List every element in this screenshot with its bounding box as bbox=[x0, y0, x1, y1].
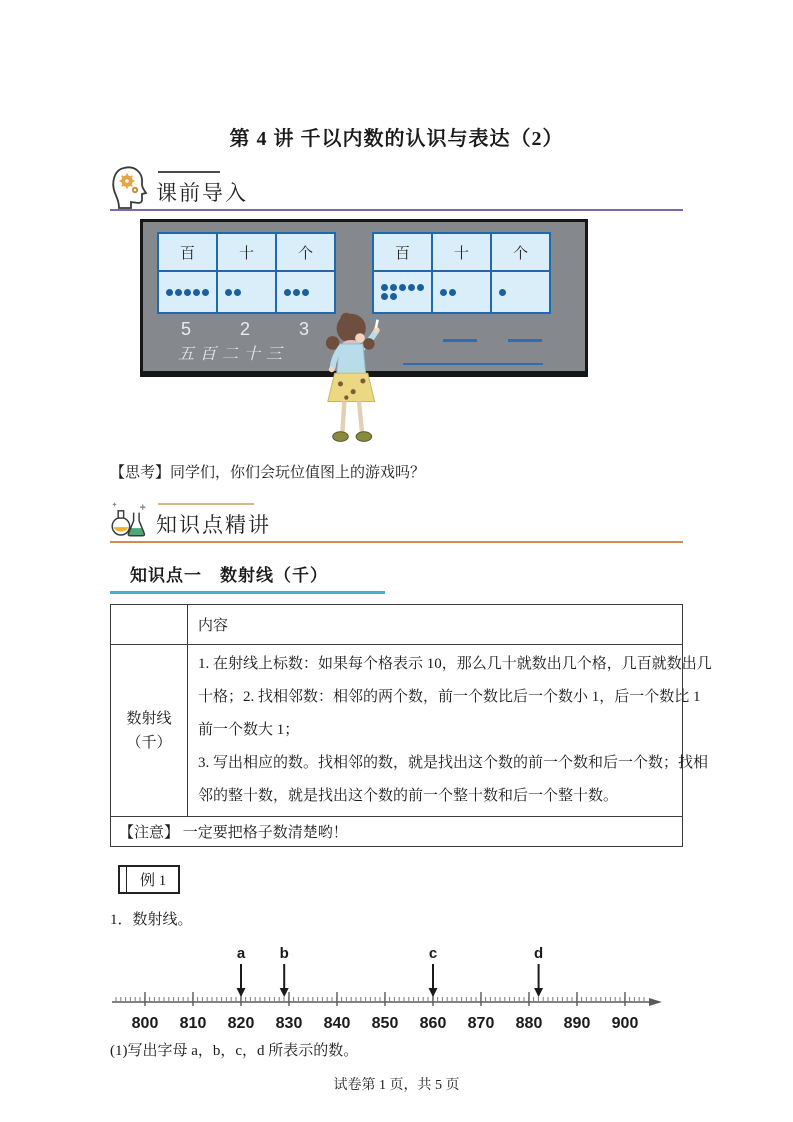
pv-dot-cell bbox=[491, 271, 550, 313]
pv-header-cell: 百 bbox=[158, 233, 217, 271]
example-badge-label: 例 1 bbox=[140, 873, 167, 889]
pv-header-cell: 个 bbox=[491, 233, 550, 271]
tick-label: 800 bbox=[131, 1015, 159, 1032]
place-dot bbox=[390, 284, 397, 291]
place-dot bbox=[449, 289, 456, 296]
place-dot bbox=[399, 284, 406, 291]
content-line: 邻的整十数，就是找出这个数的前一个整十数和后一个整十数。 bbox=[198, 788, 619, 804]
number-line-figure bbox=[110, 944, 683, 1039]
table-content-cell bbox=[188, 645, 712, 817]
section-intro-title-wrap bbox=[156, 169, 248, 207]
tick-label: 870 bbox=[467, 1015, 495, 1032]
place-dot bbox=[202, 289, 209, 296]
decorative-topline bbox=[158, 171, 220, 173]
pointer-arrowhead-icon bbox=[534, 988, 543, 997]
pv-header-cell: 个 bbox=[276, 233, 335, 271]
row-label-line: 数射线 bbox=[126, 710, 172, 727]
place-dot bbox=[184, 289, 191, 296]
chalk-caption: 五百二十三 bbox=[178, 346, 289, 363]
pv-header-cell: 百 bbox=[373, 233, 432, 271]
place-dot bbox=[440, 289, 447, 296]
pointer-arrowhead-icon bbox=[237, 988, 246, 997]
place-value-chart-left bbox=[157, 232, 336, 314]
section-intro-header bbox=[110, 165, 683, 207]
pv-header-cell: 十 bbox=[432, 233, 491, 271]
page-title: 第 4 讲 千以内数的认识与表达（2） bbox=[229, 128, 564, 150]
decorative-topline bbox=[158, 503, 254, 505]
girl-at-blackboard bbox=[320, 309, 398, 451]
place-dot bbox=[302, 289, 309, 296]
intro-divider-rule bbox=[110, 209, 683, 211]
pv-dot-cell bbox=[276, 271, 335, 313]
axis-arrowhead-icon bbox=[649, 998, 662, 1006]
content-line: 3. 写出相应的数。找相邻的数，就是找出这个数的前一个数和后一个数；找相 bbox=[198, 755, 709, 771]
content-line: 十格；2. 找相邻数：相邻的两个数，前一个数比后一个数小 1，后一个数比 1 bbox=[198, 689, 701, 705]
question-1: 1．数射线。 bbox=[110, 912, 193, 928]
pv-dot-cell bbox=[158, 271, 217, 313]
think-question: 【思考】同学们，你们会玩位值图上的游戏吗？ bbox=[110, 465, 426, 481]
question-1-sub: (1)写出字母 a，b，c，d 所表示的数。 bbox=[110, 1043, 359, 1059]
example-badge bbox=[118, 865, 180, 894]
answer-blank-short-1 bbox=[443, 339, 477, 342]
content-line: 1. 在射线上标数：如果每个格表示 10，那么几十就数出几个格，几百就数出几 bbox=[198, 656, 712, 672]
pointer-arrowhead-icon bbox=[429, 988, 438, 997]
chalk-digit-ones: 3 bbox=[298, 319, 309, 339]
content-line: 前一个数大 1； bbox=[198, 722, 300, 738]
place-dot bbox=[390, 293, 397, 300]
tick-label: 890 bbox=[563, 1015, 591, 1032]
place-dot bbox=[175, 289, 182, 296]
place-dot bbox=[408, 284, 415, 291]
blackboard-illustration bbox=[140, 219, 588, 377]
pointer-arrowhead-icon bbox=[280, 988, 289, 997]
head-gears-icon bbox=[110, 165, 150, 207]
place-dot bbox=[293, 289, 300, 296]
place-dot bbox=[284, 289, 291, 296]
place-dot bbox=[381, 284, 388, 291]
pv-dot-cell bbox=[217, 271, 276, 313]
pointer-label-b: b bbox=[279, 945, 289, 962]
tick-label: 880 bbox=[515, 1015, 543, 1032]
tick-label: 900 bbox=[611, 1015, 639, 1032]
section-knowledge-header bbox=[110, 497, 683, 539]
pointer-label-a: a bbox=[236, 945, 246, 962]
table-corner-cell bbox=[111, 605, 188, 645]
answer-blank-long bbox=[403, 363, 543, 365]
place-dot bbox=[234, 289, 241, 296]
tick-label: 850 bbox=[371, 1015, 399, 1032]
tick-label: 840 bbox=[323, 1015, 351, 1032]
lab-flasks-icon bbox=[110, 497, 150, 539]
section-knowledge-title-wrap bbox=[156, 501, 271, 539]
tick-label: 820 bbox=[227, 1015, 255, 1032]
section-intro-title: 课前导入 bbox=[156, 182, 248, 205]
knowledge-divider-rule bbox=[110, 541, 683, 543]
pointer-label-d: d bbox=[534, 945, 544, 962]
place-value-chart-right bbox=[372, 232, 551, 314]
page-content bbox=[110, 0, 712, 1075]
section-knowledge-title: 知识点精讲 bbox=[156, 514, 271, 537]
answer-blank-short-2 bbox=[508, 339, 542, 342]
pv-dot-cell bbox=[432, 271, 491, 313]
place-dot bbox=[193, 289, 200, 296]
table-header-content: 内容 bbox=[188, 605, 683, 645]
place-dot bbox=[166, 289, 173, 296]
pv-header-cell: 十 bbox=[217, 233, 276, 271]
knowledge-table bbox=[110, 604, 712, 847]
table-note-cell: 【注意】 一定要把格子数清楚哟！ bbox=[111, 817, 683, 847]
tick-label: 810 bbox=[179, 1015, 207, 1032]
tick-label: 860 bbox=[419, 1015, 447, 1032]
row-label-line: （千） bbox=[126, 734, 172, 751]
pv-dot-cell bbox=[373, 271, 432, 313]
place-dot bbox=[499, 289, 506, 296]
knowledge-point-title: 知识点一 数射线（千） bbox=[130, 566, 328, 585]
place-dot bbox=[381, 293, 388, 300]
place-dot bbox=[417, 284, 424, 291]
place-dot bbox=[225, 289, 232, 296]
knowledge-point-title-box bbox=[110, 561, 385, 594]
chalk-digit-hundreds: 5 bbox=[180, 319, 191, 339]
pointer-label-c: c bbox=[428, 945, 438, 962]
table-row-label bbox=[111, 645, 188, 817]
chalk-digit-tens: 2 bbox=[239, 319, 250, 339]
page-footer: 试卷第 1 页，共 5 页 bbox=[333, 1078, 460, 1093]
tick-label: 830 bbox=[275, 1015, 303, 1032]
